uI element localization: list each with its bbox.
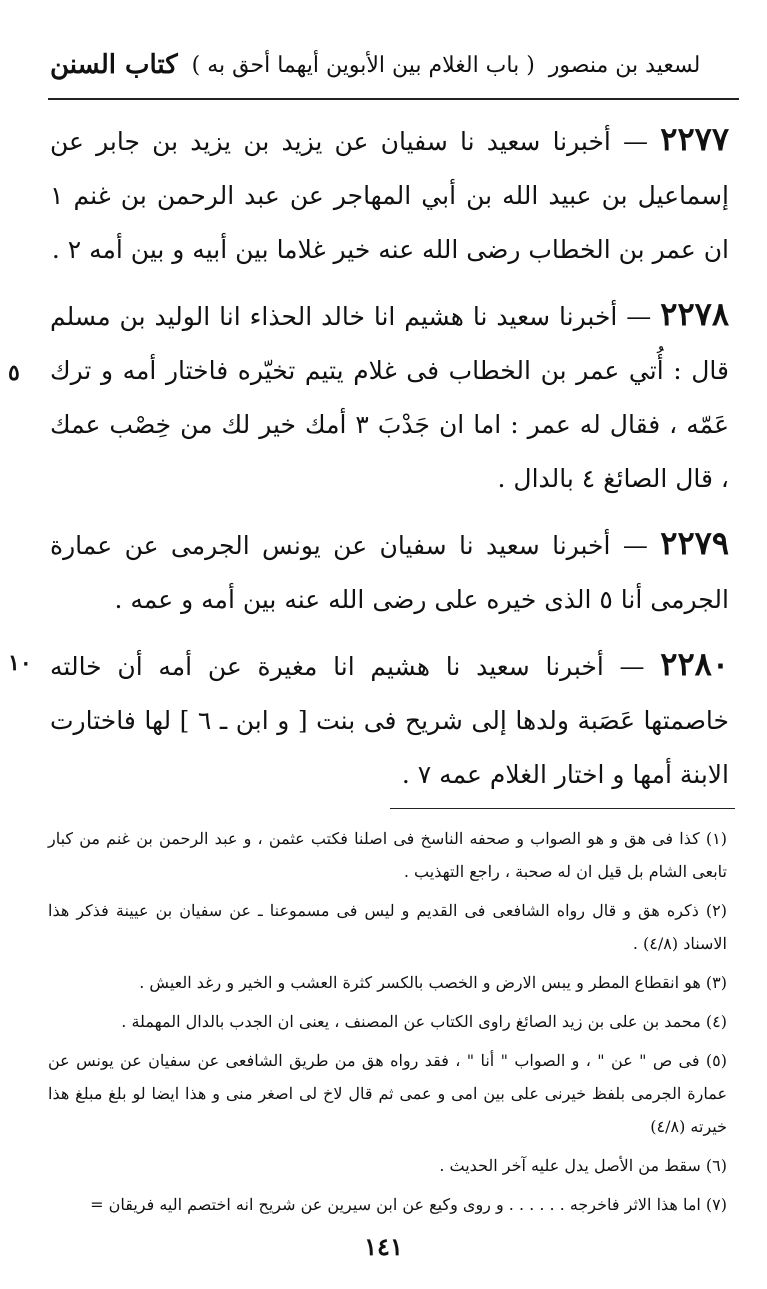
hadith-entry <box>50 287 729 506</box>
main-text <box>50 112 729 812</box>
margin-line-number: ٥ <box>8 360 20 386</box>
author-name: لسعيد بن منصور <box>548 52 701 78</box>
footnote: (٤) محمد بن على بن زيد الصائغ راوى الكتاب عن المصنف ، يعنى ان الجدب بالدال المهملة . <box>121 1012 727 1031</box>
entry-text: — أخبرنا سعيد نا هشيم انا مغيرة عن أمه أن خالته خاصمتها عَصَبة ولدها إلى شريح فى بنت [ و ابن ـ ٦ ] لها فاختارت الابنة أمها و اختار الغلام عمه ٧ . <box>50 652 729 789</box>
page-number: ١٤١ <box>364 1232 403 1261</box>
entry-text: — أخبرنا سعيد نا سفيان عن يزيد بن يزيد بن جابر عن إسماعيل بن عبيد الله بن أبي المهاجر عن عبد الرحمن بن غنم ١ ان عمر بن الخطاب رضى الله عنه خير غلاما بين أبيه و بين أمه ٢ . <box>50 127 729 264</box>
entry-text: — أخبرنا سعيد نا سفيان عن يونس الجرمى عن عمارة الجرمى أنا ٥ الذى خيره على رضى الله عنه بين أمه و عمه . <box>50 531 729 614</box>
book-title: كتاب السنن <box>50 50 178 80</box>
entry-number: ٢٢٨٠ <box>660 645 729 683</box>
footnote: (١) كذا فى هق و هو الصواب و صحفه الناسخ فى اصلنا فكتب عثمن ، و عبد الرحمن بن غنم من كبار تابعى الشام بل قيل ان له صحبة ، راجع التهذيب . <box>48 829 727 881</box>
footnotes <box>48 822 727 1227</box>
entry-number: ٢٢٧٧ <box>660 120 729 158</box>
section-title: ( باب الغلام بين الأبوين أيهما أحق به ) <box>191 52 535 78</box>
footnote-divider <box>390 808 735 809</box>
footnote: (٦) سقط من الأصل يدل عليه آخر الحديث . <box>439 1156 727 1175</box>
margin-line-number: ١٠ <box>8 650 32 676</box>
footnote: (٥) فى ص " عن " ، و الصواب " أنا " ، فقد رواه هق من طريق الشافعى عن سفيان عن يونس عن عمارة الجرمى بلفظ خيرنى على بين امى و عمى ثم قال لاخ لى اصغر منى و هذا ايضا لو بلغ مبلغ هذا خيرته (٤/٨) <box>48 1051 727 1136</box>
entry-number: ٢٢٧٩ <box>660 524 729 562</box>
footnote: (٣) هو انقطاع المطر و يبس الارض و الخصب بالكسر كثرة العشب و الخير و رغد العيش . <box>139 973 727 992</box>
hadith-entry <box>50 637 729 802</box>
entry-number: ٢٢٧٨ <box>660 295 729 333</box>
footnote: (٢) ذكره هق و قال رواه الشافعى فى القديم و ليس فى مسموعنا ـ عن سفيان بن عيينة فذكر هذا الاسناد (٤/٨) . <box>48 901 727 953</box>
footnote: (٧) اما هذا الاثر فاخرجه . . . . . . و روى وكيع عن ابن سيرين عن شريح انه اختصم اليه فريقان = <box>90 1195 727 1214</box>
hadith-entry <box>50 516 729 627</box>
hadith-entry <box>50 112 729 277</box>
entry-text: — أخبرنا سعيد نا هشيم انا خالد الحذاء انا الوليد بن مسلم قال : أُتي عمر بن الخطاب فى غلام يتيم تخيّره فاختار أمه و ترك عَمّه ، فقال له عمر : اما ان جَدْبَ ٣ أمك خير لك من خِصْب عمك ، قال الصائغ ٤ بالدال . <box>50 302 729 493</box>
page-header <box>50 40 737 90</box>
header-divider <box>48 98 739 100</box>
